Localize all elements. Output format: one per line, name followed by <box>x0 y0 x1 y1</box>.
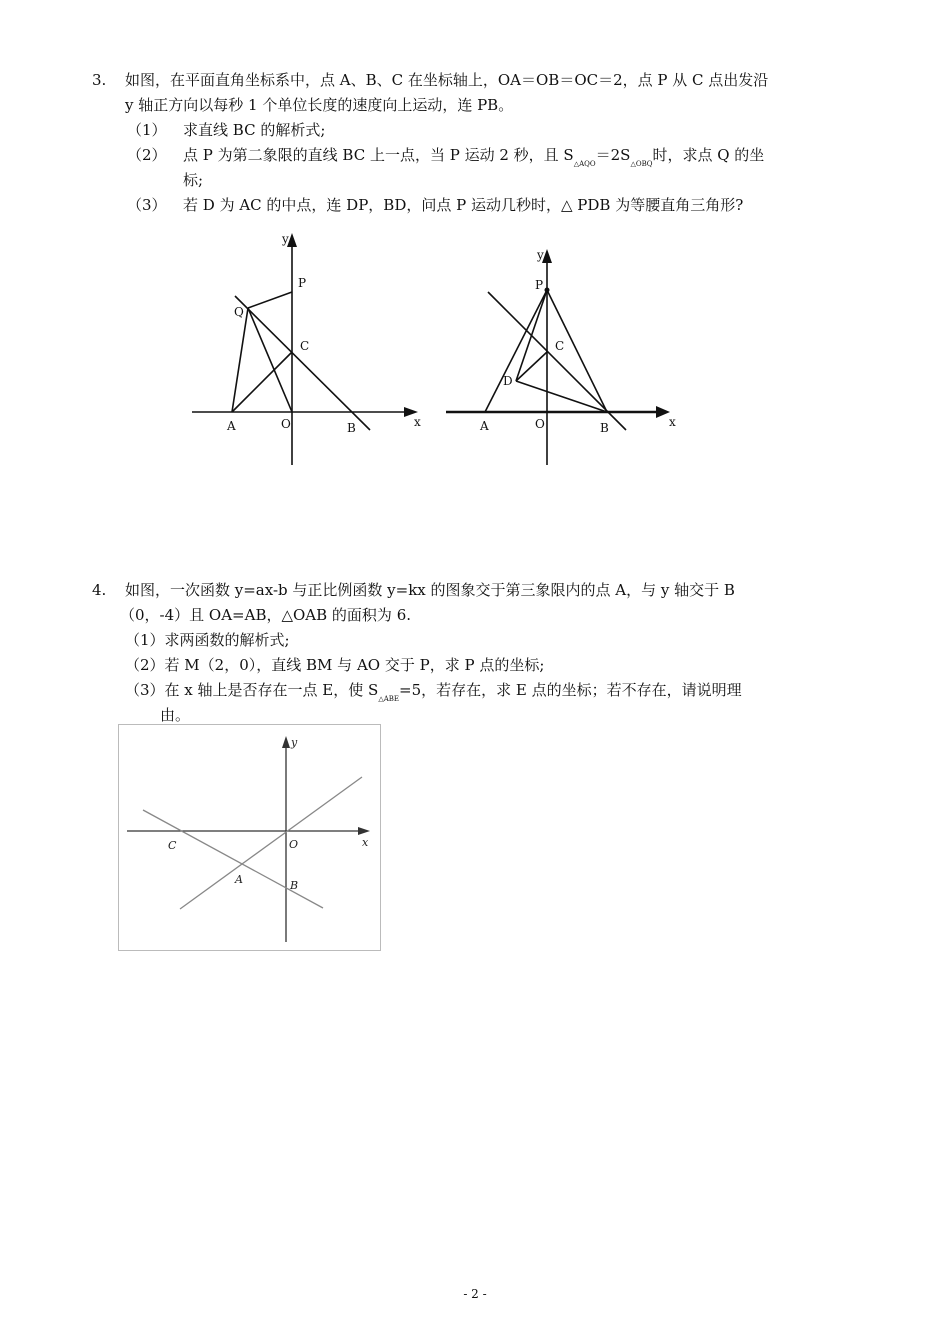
fig4-y-arrow <box>282 736 290 748</box>
fig2-label-o: O <box>535 417 545 431</box>
problem3-q1-label: （1） <box>127 121 167 139</box>
fig1-label-b: B <box>347 421 356 435</box>
fig2-x-arrow <box>656 406 670 418</box>
problem3-q1-text: 求直线 BC 的解析式; <box>183 121 326 139</box>
problem4-q2: （2）若 M（2，0），直线 BM 与 AO 交于 P，求 P 点的坐标; <box>125 656 545 674</box>
fig1-label-o: O <box>281 417 291 431</box>
fig4-label-c: C <box>168 839 177 852</box>
problem4-q3 <box>125 680 742 703</box>
problem4-q3-subscript-abe: △ABE <box>378 695 400 703</box>
problem4-q1: （1）求两函数的解析式; <box>125 631 290 649</box>
fig2-point-p <box>545 288 550 293</box>
problem3-q2-subscript-aqo: △AQO <box>573 160 596 168</box>
problem3-q2-subscript-obq: △OBQ <box>630 160 653 168</box>
fig2-label-x: x <box>669 415 676 429</box>
fig1-label-c: C <box>300 339 310 353</box>
problem3-q2-part-a: 点 P 为第二象限的直线 BC 上一点，当 P 运动 2 秒，且 S <box>183 146 574 164</box>
fig2-label-c: C <box>555 339 565 353</box>
problem4-stem-line1: 如图，一次函数 y=ax-b 与正比例函数 y=kx 的图象交于第三象限内的点 A，与 y 轴交于 B <box>125 581 735 599</box>
fig1-label-a: A <box>227 419 236 433</box>
fig1-segment-qp <box>248 292 292 308</box>
fig4-x-arrow <box>358 827 370 835</box>
fig2-label-d: D <box>503 374 513 388</box>
fig1-label-p: P <box>298 276 307 290</box>
problem3-q2-part-b: ＝2S <box>595 146 631 164</box>
fig1-label-x: x <box>414 415 421 429</box>
fig4-label-x: x <box>362 836 369 849</box>
problem4-q3-cont: 由。 <box>160 706 191 724</box>
problem3-stem-line2: y 轴正方向以每秒 1 个单位长度的速度向上运动，连 PB。 <box>125 96 514 114</box>
problem3-figure-2 <box>440 240 690 475</box>
problem4-stem-line2: （0，-4）且 OA=AB，△OAB 的面积为 6. <box>120 606 412 624</box>
problem3-stem-line1: 如图，在平面直角坐标系中，点 A、B、C 在坐标轴上，OA＝OB＝OC＝2，点 P 从 C 点出发沿 <box>125 71 769 89</box>
fig2-label-y: y <box>537 248 544 262</box>
problem4-q3-part-a: （3）在 x 轴上是否存在一点 E，使 S <box>125 681 379 699</box>
problem3-figure-1 <box>180 225 430 475</box>
problem3-q2-text <box>183 145 764 168</box>
problem3-q3-text: 若 D 为 AC 的中点，连 DP，BD，问点 P 运动几秒时，△ PDB 为等腰直角三角形? <box>183 196 744 214</box>
problem4-figure <box>118 724 382 952</box>
fig1-line-bc <box>235 296 370 430</box>
fig2-label-p: P <box>535 278 544 292</box>
fig1-label-y: y <box>282 232 289 246</box>
fig4-label-o: O <box>289 838 299 851</box>
fig2-label-b: B <box>600 421 609 435</box>
page-number: - 2 - <box>463 1287 487 1301</box>
fig4-label-y: y <box>291 736 298 749</box>
problem3-q2-text-cont: 标; <box>183 171 204 189</box>
problem4-figure-frame <box>119 725 381 951</box>
fig1-segment-ac <box>232 352 292 412</box>
problem3-q2-part-c: 时，求点 Q 的坐 <box>652 146 765 164</box>
fig1-segment-qa <box>232 308 248 412</box>
fig2-label-a: A <box>480 419 489 433</box>
fig1-label-q: Q <box>234 305 244 319</box>
problem4-q3-part-b: =5，若存在，求 E 点的坐标；若不存在，请说明理 <box>399 681 742 699</box>
problem3-number: 3. <box>92 71 107 89</box>
fig1-segment-qo <box>248 308 292 412</box>
fig4-label-b: B <box>290 879 299 892</box>
fig4-line-oa <box>180 777 362 909</box>
fig4-label-a: A <box>235 873 243 886</box>
problem3-q2-label: （2） <box>127 146 167 164</box>
problem3-q3-label: （3） <box>127 196 167 214</box>
fig2-segment-ap <box>485 290 547 412</box>
problem4-number: 4. <box>92 581 107 599</box>
